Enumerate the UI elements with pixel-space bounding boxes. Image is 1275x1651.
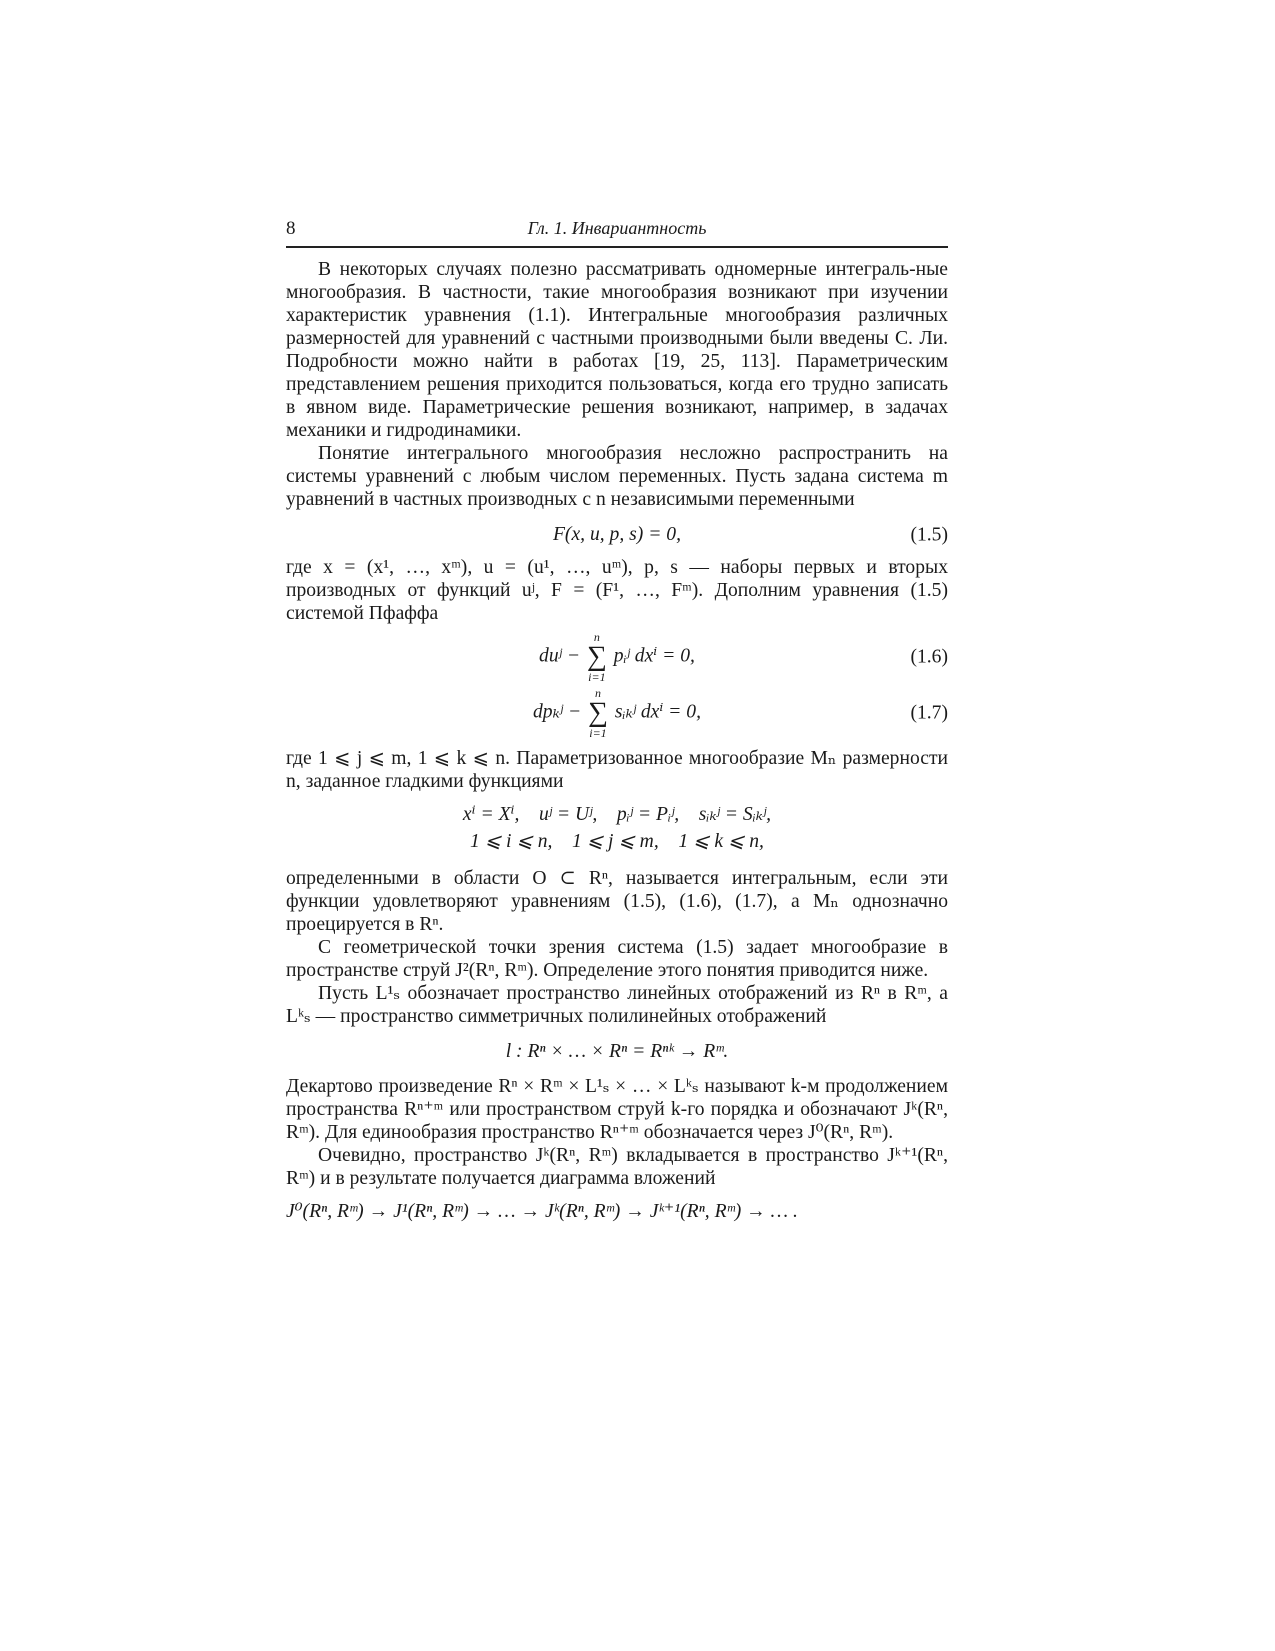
paragraph-6: С геометрической точки зрения система (1.5) задает многообразие в пространстве струй J²(Rⁿ, Rᵐ). Определение этого понятия приводится ниже. (286, 937, 948, 981)
equation-1-6-lhs: duʲ − (539, 645, 580, 667)
paragraph-8: Декартово произведение Rⁿ × Rᵐ × L¹ₛ × … × Lᵏₛ называют k-м продолжением пространства Rⁿ⁺ᵐ или пространством струй k-го порядка и обозначают Jᵏ(Rⁿ, Rᵐ). Для единообразия пространство Rⁿ⁺ᵐ обозначается через J⁰(Rⁿ, Rᵐ). (286, 1076, 948, 1143)
equation-1-6 (286, 631, 948, 683)
page-number: 8 (286, 218, 296, 239)
equation-1-7-lhs: dpₖʲ − (532, 701, 582, 723)
equation-functions-1: xⁱ = Xⁱ, uʲ = Uʲ, pᵢʲ = Pᵢʲ, sᵢₖʲ = Sᵢₖʲ, (462, 804, 772, 825)
equation-map: l : Rⁿ × … × Rⁿ = Rⁿᵏ → Rᵐ. (505, 1041, 729, 1062)
paragraph-4: где 1 ⩽ j ⩽ m, 1 ⩽ k ⩽ n. Параметризованное многообразие Mₙ размерности n, заданное гладкими функциями (286, 748, 948, 792)
sum-lower-limit: i=1 (589, 726, 607, 740)
paragraph-2: Понятие интегрального многообразия несложно распространить на системы уравнений с любым числом переменных. Пусть задана система m уравнений в частных производных с n независимыми переменными (286, 443, 948, 510)
sum-sign: n ∑ i=1 (586, 630, 607, 684)
equation-diagram: J⁰(Rⁿ, Rᵐ) → J¹(Rⁿ, Rᵐ) → … → Jᵏ(Rⁿ, Rᵐ) → Jᵏ⁺¹(Rⁿ, Rᵐ) → … . (286, 1201, 798, 1222)
paragraph-1: В некоторых случаях полезно рассматривать одномерные интеграль-ные многообразия. В частности, такие многообразия возникают при изучении характеристик уравнения (1.1). Интегральные многообразия различных размерностей для уравнений с частными производными были введены С. Ли. Подробности можно найти в работах [19, 25, 113]. Параметрическим представлением решения приходится пользоваться, когда его трудно записать в явном виде. Параметрические решения возникают, например, в задачах механики и гидродинамики. (286, 259, 948, 441)
running-title: Гл. 1. Инвариантность (527, 218, 707, 238)
body-text (286, 258, 948, 1223)
equation-1-5-body: F(x, u, p, s) = 0, (552, 524, 682, 545)
sum-lower-limit: i=1 (588, 670, 606, 684)
equation-1-5-number: (1.5) (910, 524, 948, 545)
paragraph-5: определенными в области O ⊂ Rⁿ, называется интегральным, если эти функции удовлетворяют уравнениям (1.5), (1.6), (1.7), а Mₙ однозначно проецируется в Rⁿ. (286, 868, 948, 935)
equation-1-7-rhs: sᵢₖʲ dxⁱ = 0, (614, 701, 702, 723)
paragraph-7: Пусть L¹ₛ обозначает пространство линейных отображений из Rⁿ в Rᵐ, а Lᵏₛ — пространство симметричных полилинейных отображений (286, 983, 948, 1027)
equation-1-6-number: (1.6) (910, 646, 948, 668)
sum-upper-limit: n (593, 630, 600, 644)
running-header (286, 216, 948, 248)
sum-upper-limit: n (594, 686, 601, 700)
equation-1-7-number: (1.7) (910, 702, 948, 724)
equation-1-6-rhs: pᵢʲ dxⁱ = 0, (613, 645, 695, 667)
paragraph-3: где x = (x¹, …, xᵐ), u = (u¹, …, uᵐ), p, s — наборы первых и вторых производных от функций uʲ, F = (F¹, …, Fᵐ). Дополним уравнения (1.5) системой Пфаффа (286, 557, 948, 624)
equation-1-7 (286, 687, 948, 739)
sum-sign: n ∑ i=1 (587, 686, 608, 740)
equation-functions-2: 1 ⩽ i ⩽ n, 1 ⩽ j ⩽ m, 1 ⩽ k ⩽ n, (470, 831, 764, 852)
page (286, 216, 948, 1223)
equation-1-5 (286, 523, 948, 546)
paragraph-9: Очевидно, пространство Jᵏ(Rⁿ, Rᵐ) вкладывается в пространство Jᵏ⁺¹(Rⁿ, Rᵐ) и в результате получается диаграмма вложений (286, 1145, 948, 1189)
